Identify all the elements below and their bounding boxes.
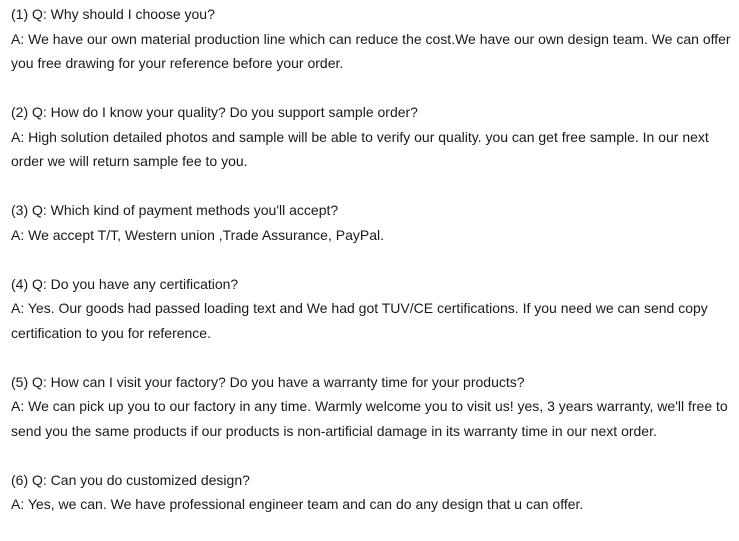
faq-document	[11, 2, 736, 541]
faq-answer-line: order we will return sample fee to you.	[11, 153, 248, 169]
faq-item-6	[11, 468, 736, 517]
faq-answer	[11, 296, 736, 345]
faq-item-4	[11, 272, 736, 346]
faq-item-3	[11, 198, 736, 247]
faq-question: (1) Q: Why should I choose you?	[11, 6, 215, 22]
faq-question: (2) Q: How do I know your quality? Do you support sample order?	[11, 104, 418, 120]
faq-answer	[11, 125, 736, 174]
faq-answer-line: A: We accept T/T, Western union ,Trade Assurance, PayPal.	[11, 226, 384, 243]
faq-question: (6) Q: Can you do customized design?	[11, 471, 250, 488]
faq-answer-line: A: High solution detailed photos and sample will be able to verify our quality. you can get free sample. In our next	[11, 128, 709, 145]
faq-answer-line: certification to you for reference.	[11, 324, 211, 341]
faq-item-2	[11, 100, 736, 174]
faq-item-1	[11, 2, 736, 76]
faq-answer	[11, 27, 736, 76]
faq-answer	[11, 223, 736, 248]
faq-answer	[11, 492, 736, 517]
faq-question: (5) Q: How can I visit your factory? Do you have a warranty time for your products?	[11, 373, 525, 390]
faq-answer-line: send you the same products if our products is non-artificial damage in its warranty time in our next order.	[11, 422, 657, 439]
faq-answer	[11, 394, 736, 443]
faq-question: (4) Q: Do you have any certification?	[11, 275, 239, 292]
faq-answer-line: A: Yes, we can. We have professional engineer team and can do any design that u can offer.	[11, 496, 584, 512]
faq-answer-line: you free drawing for your reference before your order.	[11, 55, 344, 71]
faq-item-5	[11, 370, 736, 444]
faq-answer-line: A: We can pick up you to our factory in any time. Warmly welcome you to visit us! yes, 3 years warranty, we'll free to	[11, 398, 728, 414]
faq-answer-line: A: Yes. Our goods had passed loading text and We had got TUV/CE certifications. If you need we can send copy	[11, 300, 708, 316]
faq-answer-line: A: We have our own material production line which can reduce the cost.We have our own design team. We can offer	[11, 30, 731, 47]
faq-question: (3) Q: Which kind of payment methods you'll accept?	[11, 202, 339, 218]
